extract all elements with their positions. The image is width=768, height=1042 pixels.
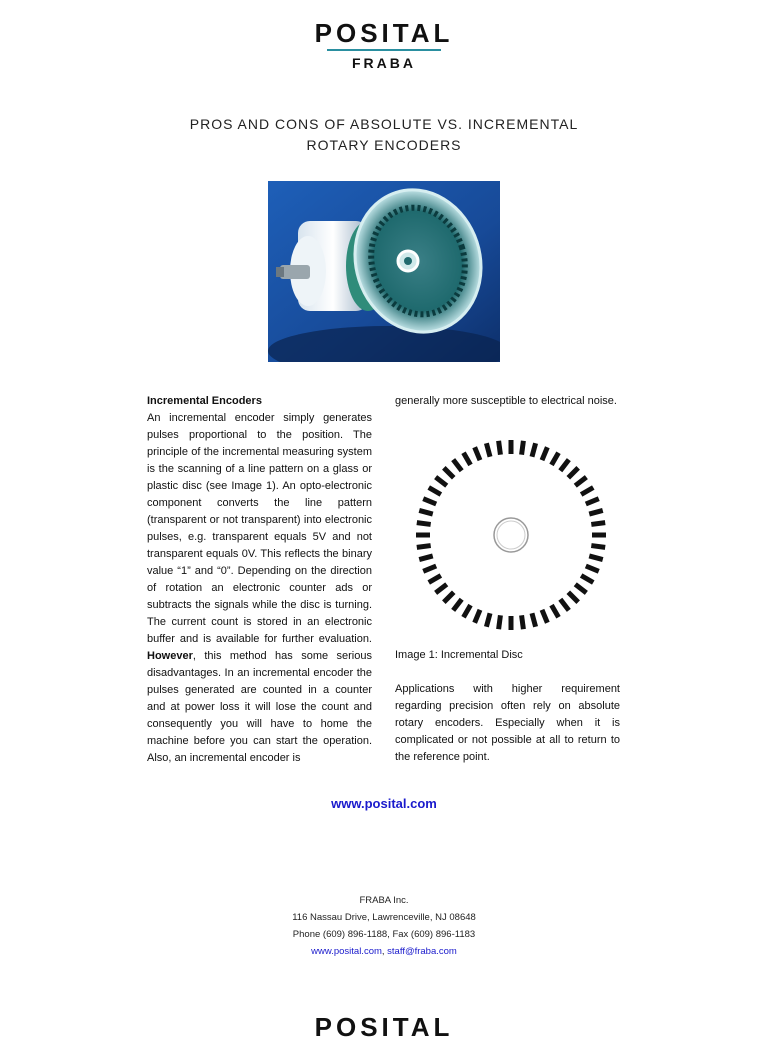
footer-web-link[interactable]: www.posital.com xyxy=(311,946,382,957)
left-column-body xyxy=(147,410,372,767)
logo-rule xyxy=(327,49,441,51)
footer-links xyxy=(0,943,768,960)
body-text-part-2: , this method has some serious disadvantages. In an incremental encoder the pulses generated are counted in a counter and at power loss it will lose the count and consequently you will have to home the machine before you can start the operation. Also, an incremental encoder is xyxy=(147,650,372,764)
disc-slot xyxy=(472,446,482,461)
footer-phone: Phone (609) 896-1188, Fax (609) 896-1183 xyxy=(292,929,476,940)
disc-slot xyxy=(585,496,600,506)
disc-slot xyxy=(496,615,503,630)
disc-slot xyxy=(580,485,595,496)
disc-slot xyxy=(442,466,455,479)
footer-email-link[interactable]: staff@fraba.com xyxy=(387,946,457,957)
disc-slot xyxy=(427,573,442,584)
right-column-text-top: generally more susceptible to electrical noise. xyxy=(395,395,617,407)
left-column xyxy=(147,393,372,767)
disc-slot xyxy=(589,554,604,562)
encoder-photo xyxy=(268,181,500,362)
disc-slot xyxy=(580,573,595,584)
title-line-1: PROS AND CONS OF ABSOLUTE VS. INCREMENTAL xyxy=(189,116,579,132)
disc-slot xyxy=(549,604,560,619)
section-heading: Incremental Encoders xyxy=(147,395,262,407)
footer-separator: , xyxy=(381,946,388,957)
footer xyxy=(0,892,768,960)
page-title xyxy=(0,114,768,156)
right-column-text-bottom: Applications with higher requirement regarding precision often rely on absolute rotary encoders. Especially when it is complicated or not possible at all to return to the reference point. xyxy=(395,683,620,763)
logo-bottom-brand: POSITAL xyxy=(314,1012,454,1042)
disc-slot xyxy=(530,613,538,628)
disc-slot xyxy=(540,446,550,461)
website-link[interactable]: www.posital.com xyxy=(331,796,437,811)
disc-slot xyxy=(416,520,431,527)
image-caption: Image 1: Incremental Disc xyxy=(395,649,523,661)
disc-slot xyxy=(419,554,434,562)
disc-slot xyxy=(558,598,570,612)
disc-slot xyxy=(589,508,604,516)
disc-slot xyxy=(451,598,463,612)
logo-top xyxy=(0,19,768,71)
body-text-part-1: An incremental encoder simply generates pulses proportional to the position. The principle of the incremental measuring system is the scanning of a line pattern on a glass or plastic disc (see Image 1). An opto-electronic component converts the line pattern (transparent or not transparent) into electronic pulses, e.g. transparent equals 5V and not transparent equals 0V. This reflects the binary value “1” and “0”. Depending on the direction of rotation an electronic counter ads or subtracts the signals while the disc is turning. The current count is stored in an electronic buffer and is available for further evaluation. xyxy=(147,412,372,645)
disc-slot xyxy=(484,613,492,628)
footer-company: FRABA Inc. xyxy=(359,895,409,906)
right-column-top xyxy=(395,393,620,410)
disc-slot xyxy=(519,615,526,630)
disc-slot xyxy=(509,616,514,630)
disc-slot xyxy=(427,485,442,496)
disc-slot xyxy=(519,440,526,455)
disc-slot xyxy=(461,451,472,466)
disc-slot xyxy=(592,533,606,538)
disc-slot xyxy=(509,440,514,454)
disc-slot xyxy=(567,466,580,479)
disc-slot xyxy=(416,543,431,550)
disc-slot xyxy=(567,591,580,604)
disc-slot xyxy=(540,609,550,624)
disc-slot xyxy=(496,440,503,455)
disc-slot xyxy=(434,582,448,594)
disc-slot xyxy=(574,582,588,594)
disc-slot xyxy=(530,443,538,458)
disc-slot xyxy=(558,458,570,472)
logo-sub: FRABA xyxy=(352,55,416,71)
title-line-2: ROTARY ENCODERS xyxy=(306,137,462,153)
disc-slot xyxy=(585,564,600,574)
disc-slot xyxy=(442,591,455,604)
footer-address: 116 Nassau Drive, Lawrenceville, NJ 08648 xyxy=(292,912,476,923)
disc-slot xyxy=(416,533,430,538)
disc-slot xyxy=(591,543,606,550)
incremental-disc-image xyxy=(408,432,614,638)
disc-slot xyxy=(461,604,472,619)
disc-slot xyxy=(422,564,437,574)
disc-slot xyxy=(434,475,448,487)
disc-slot xyxy=(549,451,560,466)
body-bold-word: However xyxy=(147,650,193,662)
disc-slot xyxy=(419,508,434,516)
logo-bottom xyxy=(0,1013,768,1041)
disc-slot xyxy=(574,475,588,487)
disc-slot xyxy=(422,496,437,506)
disc-slot xyxy=(591,520,606,527)
disc-slot xyxy=(484,443,492,458)
disc-slot xyxy=(451,458,463,472)
logo-brand: POSITAL xyxy=(314,18,454,48)
disc-slot xyxy=(472,609,482,624)
